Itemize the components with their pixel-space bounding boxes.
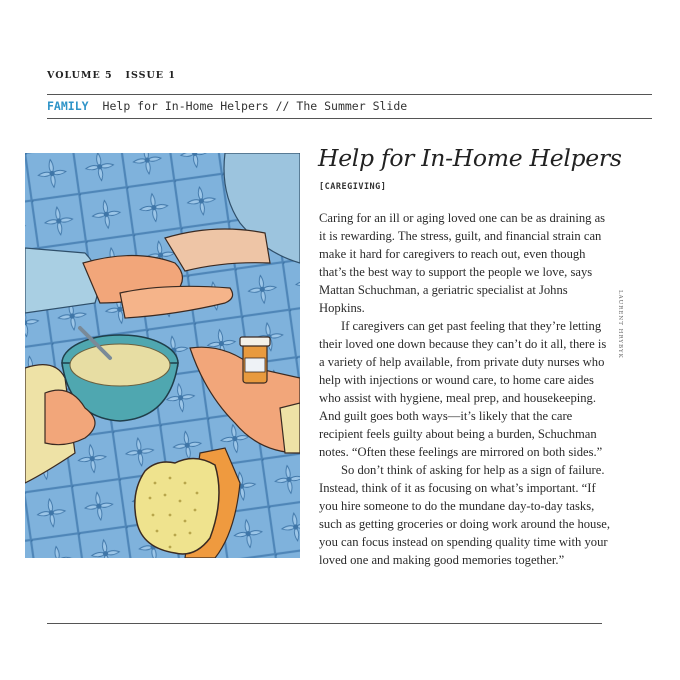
section-name: FAMILY [47, 99, 89, 113]
article-body [319, 209, 611, 569]
bottom-rule [47, 623, 602, 624]
paragraph-1: Caring for an ill or aging loved one can be as draining as it is rewarding. The stress, guilt, and financial strain can make it hard for caregivers to reach out, even though that’s the best way to support the people we love, says Mattan Schuchman, a geriatric specialist at Johns Hopkins. [319, 211, 606, 315]
article-title: Help for In-Home Helpers [318, 144, 622, 172]
top-rule [47, 94, 652, 95]
section-nav [47, 99, 647, 113]
illustration-art [25, 153, 300, 558]
section-articles: Help for In-Home Helpers // The Summer Slide [102, 99, 408, 113]
issue-label [47, 70, 176, 81]
issue-number: ISSUE 1 [125, 70, 176, 81]
paragraph-2: If caregivers can get past feeling that they’re letting their loved one down because they can’t do it all, there is a variety of help available, from private duty nurses who help with injections or wound care, to home care aides who assist with hygiene, meal prep, and housekeeping. And guilt goes both ways—it’s likely that the care recipient feels guilty about being a burden, Schuchman notes. “Often these feelings are mirrored on both sides.” [319, 319, 607, 459]
illustration-credit: LAURENT HRYBYK [617, 290, 623, 359]
caregiving-illustration [25, 153, 300, 558]
article-kicker: [CAREGIVING] [319, 182, 387, 192]
volume-number: VOLUME 5 [47, 70, 113, 81]
nav-rule [47, 118, 652, 119]
paragraph-3: So don’t think of asking for help as a sign of failure. Instead, think of it as focusing on what’s important. “If you hire someone to do the mundane day-to-day tasks, such as getting groceries or doing work around the house, you can focus instead on spending quality time with your loved one and making good memories together.” [319, 463, 610, 567]
